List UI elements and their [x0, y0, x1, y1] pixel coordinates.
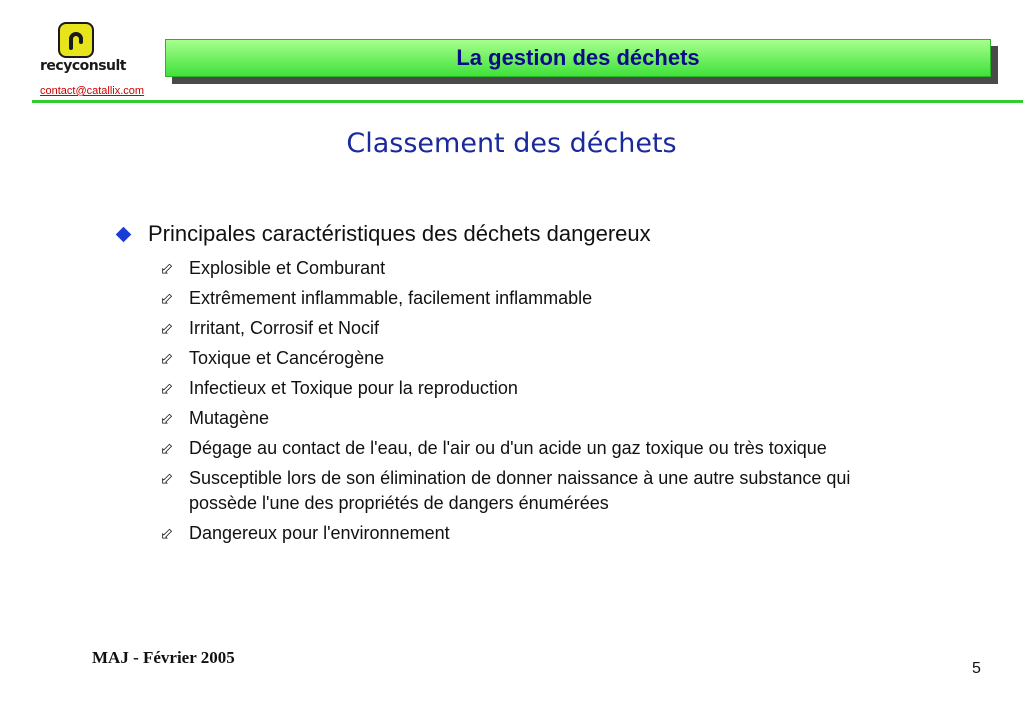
- list-item-text: Explosible et Comburant: [189, 258, 386, 278]
- list-item-text: Infectieux et Toxique pour la reproduction: [189, 378, 518, 398]
- slide-subtitle: Classement des déchets: [346, 128, 677, 159]
- list-item: [160, 376, 900, 401]
- list-item-text: Mutagène: [189, 408, 270, 428]
- arrow-bullet-icon: ⬃: [160, 259, 174, 278]
- arrow-bullet-icon: ⬃: [160, 319, 174, 338]
- list-item: [160, 286, 900, 311]
- header-divider: [32, 100, 1023, 103]
- list-item: [160, 316, 900, 341]
- recyconsult-logo: [40, 22, 140, 82]
- arrow-bullet-icon: ⬃: [160, 349, 174, 368]
- main-bullet-text: Principales caractéristiques des déchets dangereux: [148, 221, 651, 246]
- characteristics-list: [160, 256, 900, 551]
- list-item: [160, 406, 900, 431]
- arrow-bullet-icon: ⬃: [160, 524, 174, 543]
- list-item: [160, 521, 900, 546]
- header-title: La gestion des déchets: [165, 39, 991, 77]
- list-item-text: Toxique et Cancérogène: [189, 348, 385, 368]
- arrow-bullet-icon: ⬃: [160, 409, 174, 428]
- list-item: [160, 346, 900, 371]
- list-item: [160, 256, 900, 281]
- list-item-text: Dégage au contact de l'eau, de l'air ou d'un acide un gaz toxique ou très toxique: [189, 438, 827, 458]
- contact-email-link[interactable]: contact@catallix.com: [40, 85, 145, 97]
- list-item: [160, 466, 900, 516]
- diamond-bullet-icon: [116, 226, 132, 242]
- arrow-bullet-icon: ⬃: [160, 379, 174, 398]
- main-bullet: [116, 221, 651, 247]
- list-item-text: Dangereux pour l'environnement: [189, 523, 450, 543]
- footer-date: MAJ - Février 2005: [92, 648, 235, 667]
- arrow-bullet-icon: ⬃: [160, 289, 174, 308]
- list-item-text: Irritant, Corrosif et Nocif: [189, 318, 380, 338]
- list-item-text: Extrêmement inflammable, facilement inflammable: [189, 288, 593, 308]
- arrow-bullet-icon: ⬃: [160, 469, 174, 488]
- logo-text: recyconsult: [40, 58, 126, 74]
- logo-mark-icon: [58, 22, 94, 58]
- page-number: 5: [972, 660, 981, 677]
- list-item-text: Susceptible lors de son élimination de donner naissance à une autre substance qui possède l'une des propriétés de dangers énumérées: [189, 468, 851, 513]
- list-item: [160, 436, 900, 461]
- arrow-bullet-icon: ⬃: [160, 439, 174, 458]
